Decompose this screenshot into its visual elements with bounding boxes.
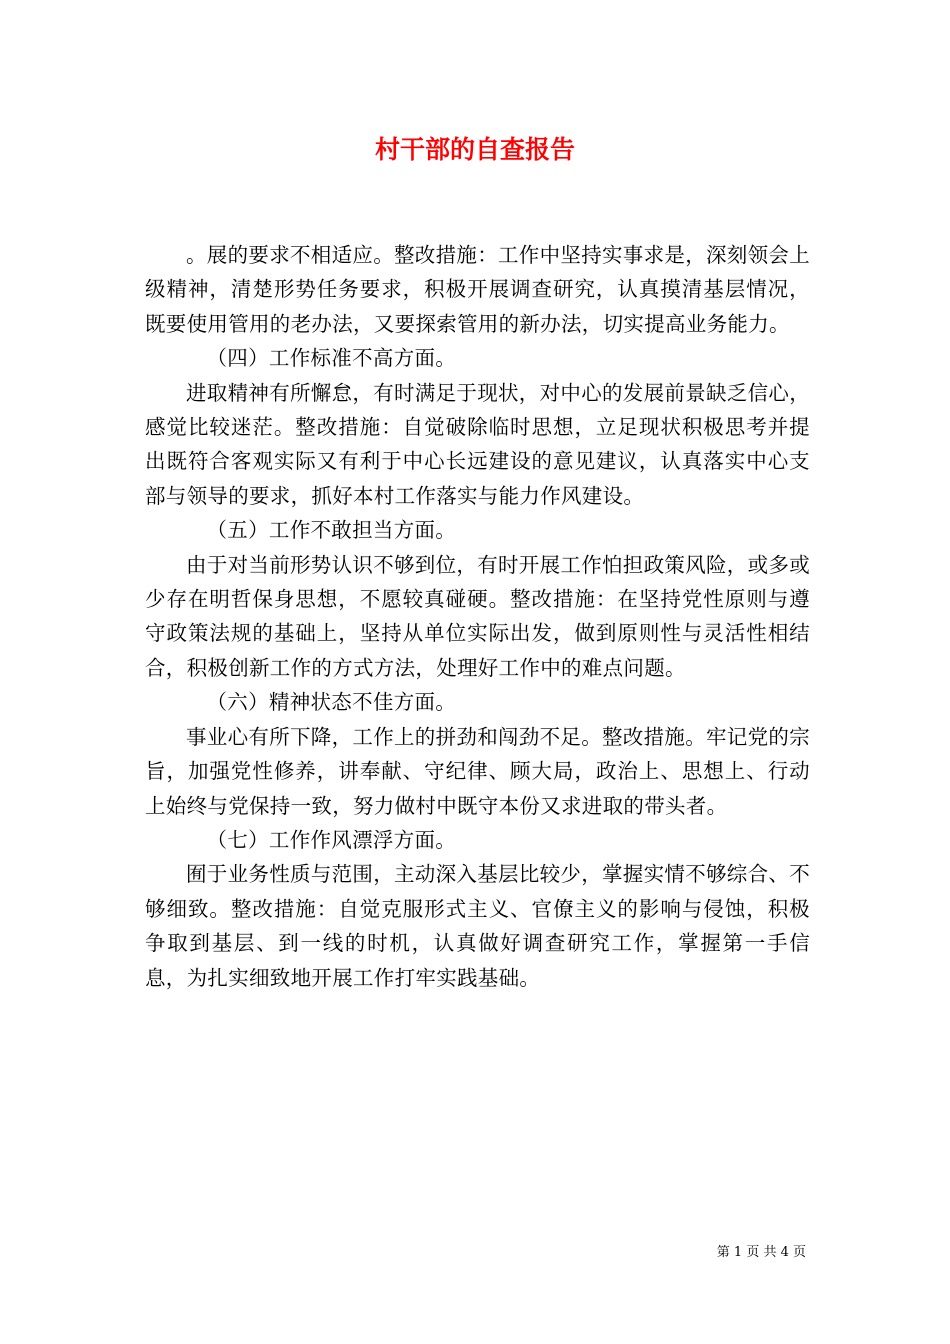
page-number: 第 1 页 共 4 页 (716, 1245, 806, 1260)
paragraph: 。展的要求不相适应。整改措施：工作中坚持实事求是，深刻领会上级精神，清楚形势任务要求，积极开展调查研究，认真摸清基层情况，既要使用管用的老办法，又要探索管用的新办法，切实提高业务能力。 (145, 243, 810, 336)
section-heading: （六）精神状态不佳方面。 (206, 690, 457, 715)
page-title: 村干部的自查报告 (374, 135, 575, 164)
paragraph: 囿于业务性质与范围，主动深入基层比较少，掌握实情不够综合、不够细致。整改措施：自觉克服形式主义、官僚主义的影响与侵蚀，积极争取到基层、到一线的时机，认真做好调查研究工作，掌握第一手信息，为扎实细致地开展工作打牢实践基础。 (145, 862, 810, 990)
section-heading: （四）工作标准不高方面。 (206, 346, 457, 371)
section-heading: （五）工作不敢担当方面。 (206, 518, 457, 543)
paragraph: 进取精神有所懈怠，有时满足于现状，对中心的发展前景缺乏信心，感觉比较迷茫。整改措施：自觉破除临时思想，立足现状积极思考并提出既符合客观实际又有利于中心长远建设的意见建议，认真落实中心支部与领导的要求，抓好本村工作落实与能力作风建设。 (145, 380, 810, 508)
section-heading: （七）工作作风漂浮方面。 (206, 827, 457, 852)
report-body (145, 238, 810, 995)
paragraph: 由于对当前形势认识不够到位，有时开展工作怕担政策风险，或多或少存在明哲保身思想，不愿较真碰硬。整改措施：在坚持党性原则与遵守政策法规的基础上，坚持从单位实际出发，做到原则性与灵活性相结合，积极创新工作的方式方法，处理好工作中的难点问题。 (145, 552, 810, 680)
paragraph: 事业心有所下降，工作上的拼劲和闯劲不足。整改措施。牢记党的宗旨，加强党性修养，讲奉献、守纪律、顾大局，政治上、思想上、行动上始终与党保持一致，努力做村中既守本份又求进取的带头者。 (145, 724, 810, 818)
